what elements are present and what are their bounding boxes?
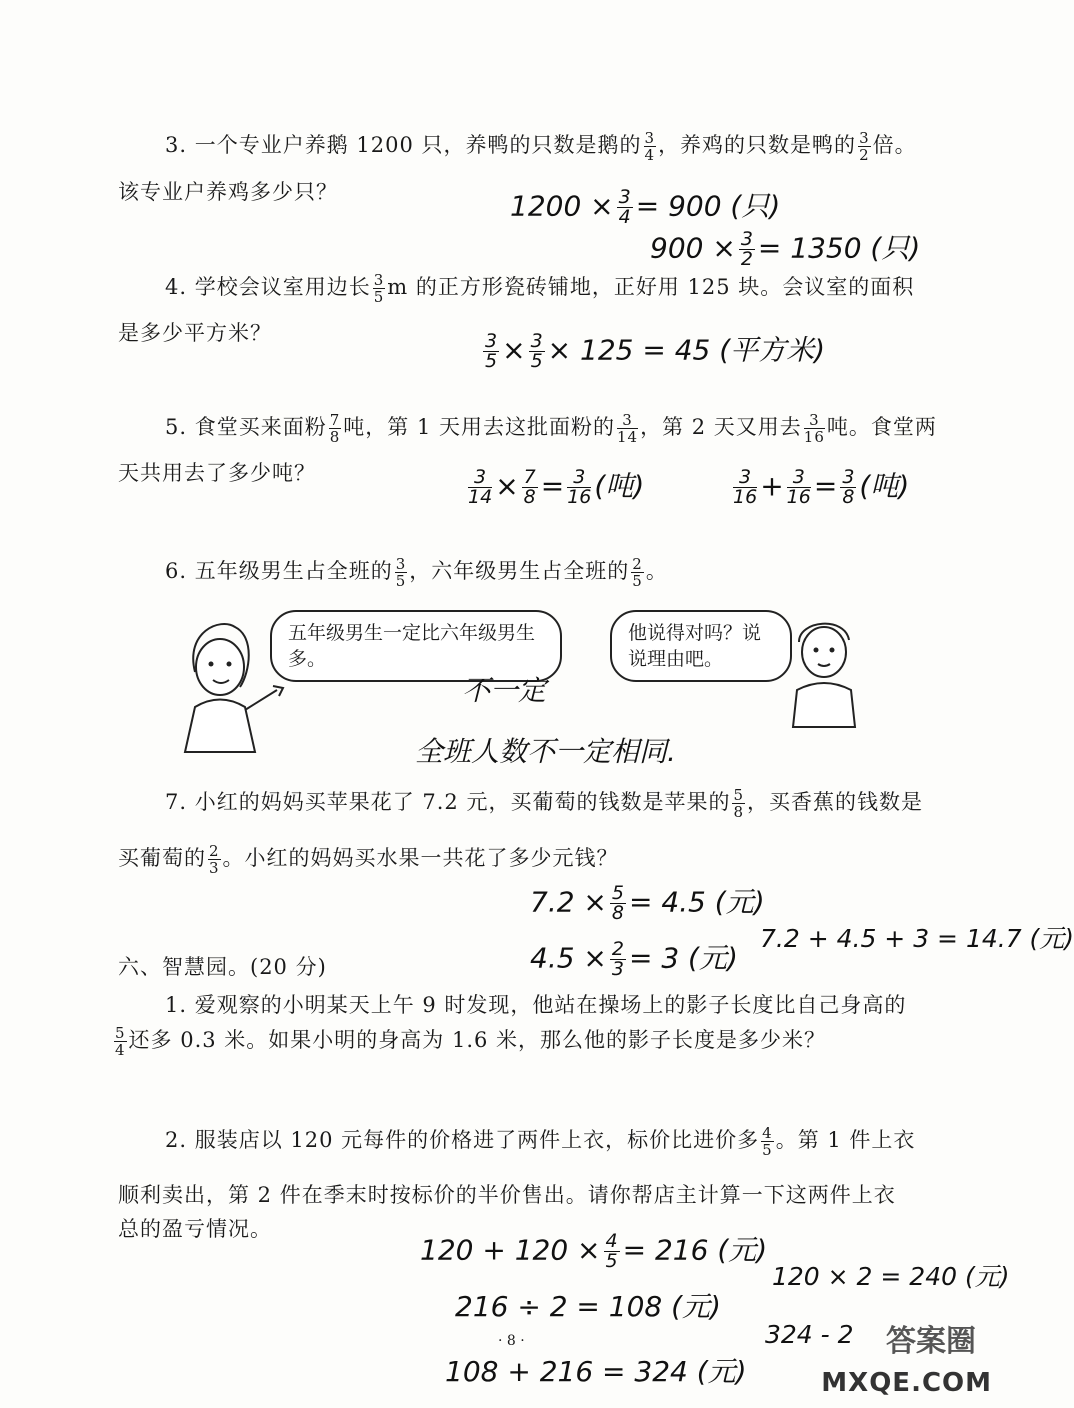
s2-line1: 2. 服装店以 120 元每件的价格进了两件上衣，标价比进价多 $\frac{4}{5}$ 。第 1 件上衣 xyxy=(165,1124,916,1159)
q5-answer-step1: $\frac{3}{14}$ × $\frac{7}{8}$ = $\frac{3}{16}$ (吨) xyxy=(468,466,645,508)
q4-answer: $\frac{3}{5}$ × $\frac{3}{5}$ × 125 = 45 (平方米) xyxy=(485,330,826,372)
q7-answer-step1: 7.2 × $\frac{5}{8}$ = 4.5 (元) xyxy=(530,882,765,924)
q6-answer-2: 全班人数不一定相同. xyxy=(415,735,676,768)
q4-line2: 是多少平方米？ xyxy=(118,321,272,345)
s2-line3: 总的盈亏情况。 xyxy=(118,1217,272,1241)
speech-bubble-right: 他说得对吗？说说理由吧。 xyxy=(610,610,792,682)
q5-answer-step2: $\frac{3}{16}$ + $\frac{3}{16}$ = $\frac{3}{8}$ (吨) xyxy=(733,466,910,508)
s2-answer-step5: 324 - 2 xyxy=(765,1320,854,1349)
fraction: $\frac{3}{2}$ xyxy=(859,129,870,164)
girl-illustration xyxy=(175,612,285,752)
q6-answer-1: 不一定 xyxy=(462,674,547,707)
q3-line2: 该专业户养鸡多少只？ xyxy=(118,180,338,204)
watermark-logo-text: 答案圈 xyxy=(886,1324,976,1359)
q7-answer-step2: 4.5 × $\frac{2}{3}$ = 3 (元) xyxy=(530,938,738,980)
s1-line1: 1. 爱观察的小明某天上午 9 时发现，他站在操场上的影子长度比自己身高的 xyxy=(165,993,907,1017)
q7-line2: 买葡萄的 $\frac{2}{3}$ 。小红的妈妈买水果一共花了多少元钱？ xyxy=(118,842,619,877)
s2-answer-step2: 216 ÷ 2 = 108 (元) xyxy=(455,1290,721,1323)
q3-line1: 3. 一个专业户养鹅 1200 只，养鸭的只数是鹅的 $\frac{3}{4}$ ，养鸡的只数是鸭的 $\frac{3}{2}$ 倍。 xyxy=(165,129,917,164)
q3-answer-step2: 900 × $\frac{3}{2}$ = 1350 (只) xyxy=(650,228,921,270)
q6-line1: 6. 五年级男生占全班的 $\frac{3}{5}$ ，六年级男生占全班的 $\frac{2}{5}$ 。 xyxy=(165,555,668,590)
speech-bubble-left: 五年级男生一定比六年级男生多。 xyxy=(270,610,562,682)
boy-illustration xyxy=(785,612,865,727)
q7-answer-step3: 7.2 + 4.5 + 3 = 14.7 (元) xyxy=(760,924,1074,953)
fraction: $\frac{3}{4}$ xyxy=(644,129,656,164)
fraction: $\frac{3}{5}$ xyxy=(373,271,385,306)
section-title: 六、智慧园。(20 分) xyxy=(118,955,327,979)
s2-answer-step4: 120 × 2 = 240 (元) xyxy=(772,1262,1010,1291)
s2-answer-step3: 108 + 216 = 324 (元) xyxy=(445,1355,747,1388)
watermark: MXQE.COM xyxy=(821,1368,992,1398)
page-number: · 8 · xyxy=(498,1333,525,1349)
q5-line1: 5. 食堂买来面粉 $\frac{7}{8}$ 吨，第 1 天用去这批面粉的 $\frac{3}{14}$ ，第 2 天又用去 $\frac{3}{16}$ 吨。食堂两 xyxy=(165,411,937,446)
q3-answer-step1: 1200 × $\frac{3}{4}$ = 900 (只) xyxy=(510,186,781,228)
s1-line2: $\frac{5}{4}$ 还多 0.3 米。如果小明的身高为 1.6 米，那么他的影子长度是多少米？ xyxy=(115,1024,827,1059)
q7-line1: 7. 小红的妈妈买苹果花了 7.2 元，买葡萄的钱数是苹果的 $\frac{5}{8}$ ，买香蕉的钱数是 xyxy=(165,786,924,821)
q5-line2: 天共用去了多少吨？ xyxy=(118,461,316,485)
s2-line2: 顺利卖出，第 2 件在季末时按标价的半价售出。请你帮店主计算一下这两件上衣 xyxy=(118,1183,896,1207)
q4-line1: 4. 学校会议室用边长 $\frac{3}{5}$ m 的正方形瓷砖铺地，正好用 125 块。会议室的面积 xyxy=(165,271,915,306)
s2-answer-step1: 120 + 120 × $\frac{4}{5}$ = 216 (元) xyxy=(420,1230,768,1272)
